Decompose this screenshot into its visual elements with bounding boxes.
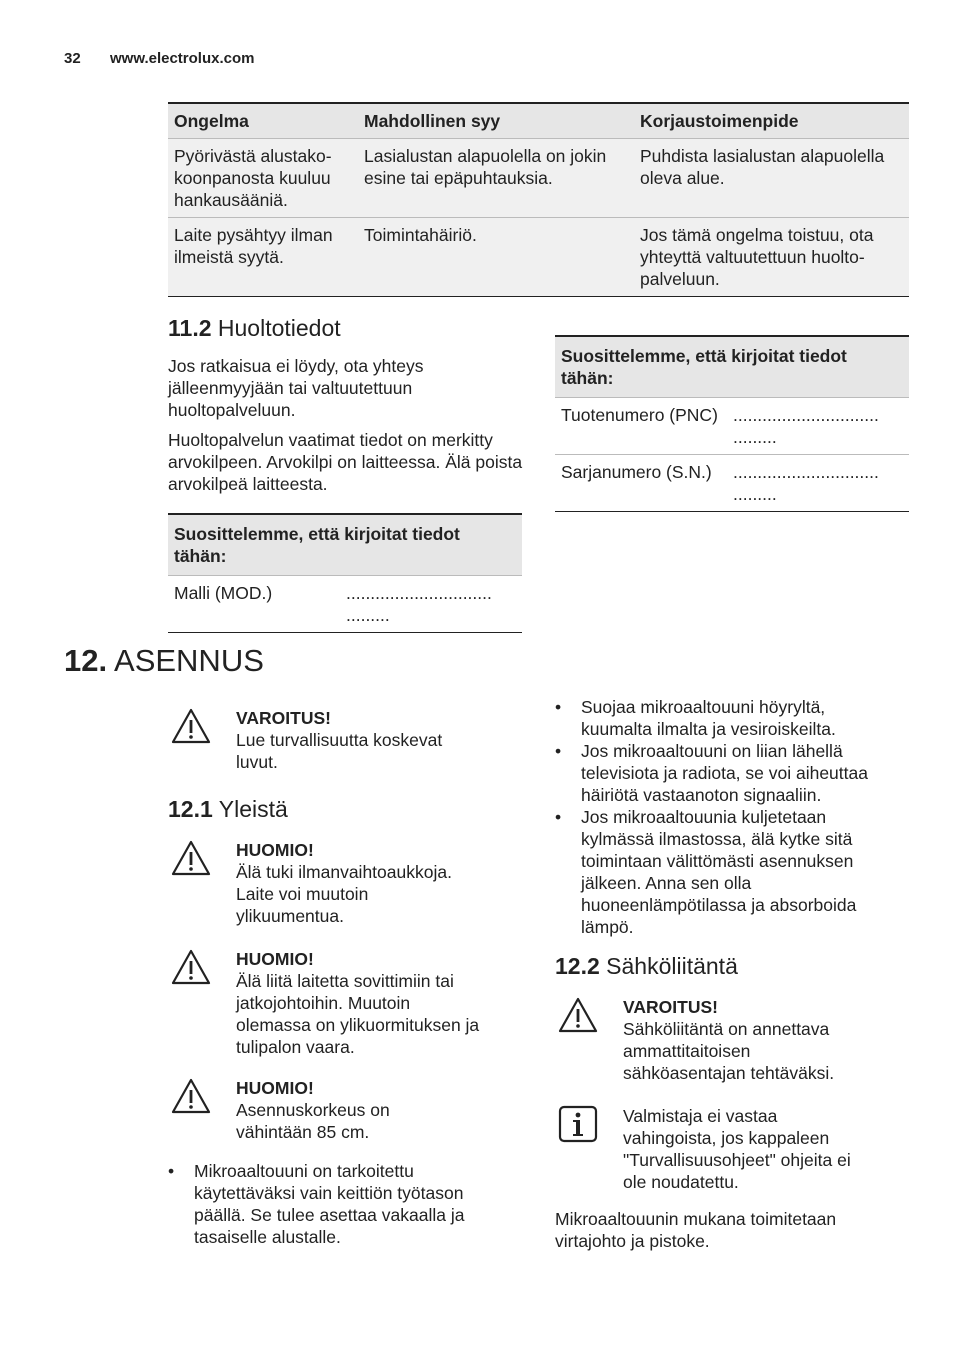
- caution-label: HUOMIO!: [236, 949, 314, 969]
- table-cell: Laite pysähtyy ilman ilmeistä syytä.: [168, 218, 358, 297]
- warning-triangle-icon: [170, 948, 212, 986]
- caution-box: [170, 839, 500, 927]
- caution-label: HUOMIO!: [236, 840, 314, 860]
- service-info-table-right: [555, 335, 909, 512]
- table-cell: Puhdista lasialustan alapuolella oleva alue.: [634, 139, 909, 218]
- paragraph: Mikroaaltouunin mukana toimitetaan virtajohto ja pistoke.: [555, 1209, 837, 1251]
- warning-label: VAROITUS!: [236, 708, 331, 728]
- warning-box: [170, 707, 500, 773]
- table-cell: .............................. .........: [727, 455, 909, 512]
- warning-box: [557, 996, 897, 1084]
- table-cell: Jos tämä ongelma toistuu, ota yhteyttä valtuutettuun huolto-palveluun.: [634, 218, 909, 297]
- service-info-table-left: [168, 513, 522, 633]
- table-header: Suosittelemme, että kirjoitat tiedot tähän:: [168, 514, 522, 576]
- table-cell: Pyörivästä alustako-koonpanosta kuuluu hankausääniä.: [168, 139, 358, 218]
- bullet-list: [555, 696, 895, 938]
- table-row: [555, 398, 909, 455]
- chapter-heading: 12. ASENNUS: [64, 643, 264, 678]
- info-box: [557, 1105, 897, 1193]
- table-row: [168, 218, 909, 297]
- list-item: • Suojaa mikroaaltouuni höyryltä, kuumalta ilmalta ja vesiroiskeilta.: [555, 696, 895, 740]
- section-heading-11-2: 11.2 Huoltotiedot: [168, 315, 341, 341]
- table-cell: Malli (MOD.): [168, 576, 340, 633]
- caution-box: [170, 948, 500, 1058]
- list-item: • Jos mikroaaltouuni on liian lähellä televisiota ja radiota, se voi aiheuttaa häiriötä vastaanoton signaaliin.: [555, 740, 895, 806]
- list-item: • Jos mikroaaltouunia kuljetetaan kylmässä ilmastossa, älä kytke sitä toimintaan välittömästi asennuksen jälkeen. Anna sen olla huoneenlämpötilassa ja absorboida lämpö.: [555, 806, 895, 938]
- table-cell: Toimintahäiriö.: [358, 218, 634, 297]
- table-cell: .............................. .........: [340, 576, 522, 633]
- warning-triangle-icon: [170, 707, 212, 745]
- caution-box: [170, 1077, 500, 1143]
- column-header: Mahdollinen syy: [358, 103, 634, 139]
- table-row: [168, 576, 522, 633]
- column-header: Ongelma: [168, 103, 358, 139]
- info-text: Valmistaja ei vastaa vahingoista, jos kappaleen "Turvallisuusohjeet" ohjeita ei ole noudatettu.: [623, 1106, 851, 1192]
- paragraph: Huoltopalvelun vaatimat tiedot on merkitty arvokilpeen. Arvokilpi on laitteessa. Älä poista arvokilpeä laitteesta.: [168, 430, 523, 494]
- section-heading-12-1: 12.1 Yleistä: [168, 796, 288, 822]
- table-cell: Lasialustan alapuolella on jokin esine tai epäpuhtauksia.: [358, 139, 634, 218]
- table-cell: Sarjanumero (S.N.): [555, 455, 727, 512]
- warning-triangle-icon: [557, 996, 599, 1034]
- caution-text: Asennuskorkeus on vähintään 85 cm.: [236, 1100, 390, 1142]
- table-cell: Tuotenumero (PNC): [555, 398, 727, 455]
- warning-text: Lue turvallisuutta koskevat luvut.: [236, 730, 443, 772]
- caution-text: Älä tuki ilmanvaihtoaukkoja. Laite voi muutoin ylikuumentua.: [236, 862, 452, 926]
- paragraph: Jos ratkaisua ei löydy, ota yhteys jälleenmyyjään tai valtuutettuun huoltopalveluun.: [168, 356, 424, 420]
- info-icon: [557, 1105, 599, 1143]
- caution-label: HUOMIO!: [236, 1078, 314, 1098]
- column-header: Korjaustoimenpide: [634, 103, 909, 139]
- warning-triangle-icon: [170, 839, 212, 877]
- list-item: • Mikroaaltouuni on tarkoitettu käytettäväksi vain keittiön työtason päällä. Se tulee asettaa vakaalla ja tasaiselle alustalle.: [168, 1160, 498, 1248]
- warning-text: Sähköliitäntä on annettava ammattitaitoisen sähköasentajan tehtäväksi.: [623, 1019, 835, 1083]
- troubleshooting-table: [168, 102, 909, 297]
- bullet-list: [168, 1160, 498, 1248]
- table-header: Suosittelemme, että kirjoitat tiedot tähän:: [555, 336, 909, 398]
- page-number: 32: [64, 50, 81, 67]
- table-row: [555, 455, 909, 512]
- warning-triangle-icon: [170, 1077, 212, 1115]
- table-row: [168, 139, 909, 218]
- section-heading-12-2: 12.2 Sähköliitäntä: [555, 953, 738, 979]
- website-url: www.electrolux.com: [110, 50, 255, 67]
- caution-text: Älä liitä laitetta sovittimiin tai jatkojohtoihin. Muutoin olemassa on ylikuormituksen ja tulipalon vaara.: [236, 971, 480, 1057]
- warning-label: VAROITUS!: [623, 997, 718, 1017]
- table-cell: .............................. .........: [727, 398, 909, 455]
